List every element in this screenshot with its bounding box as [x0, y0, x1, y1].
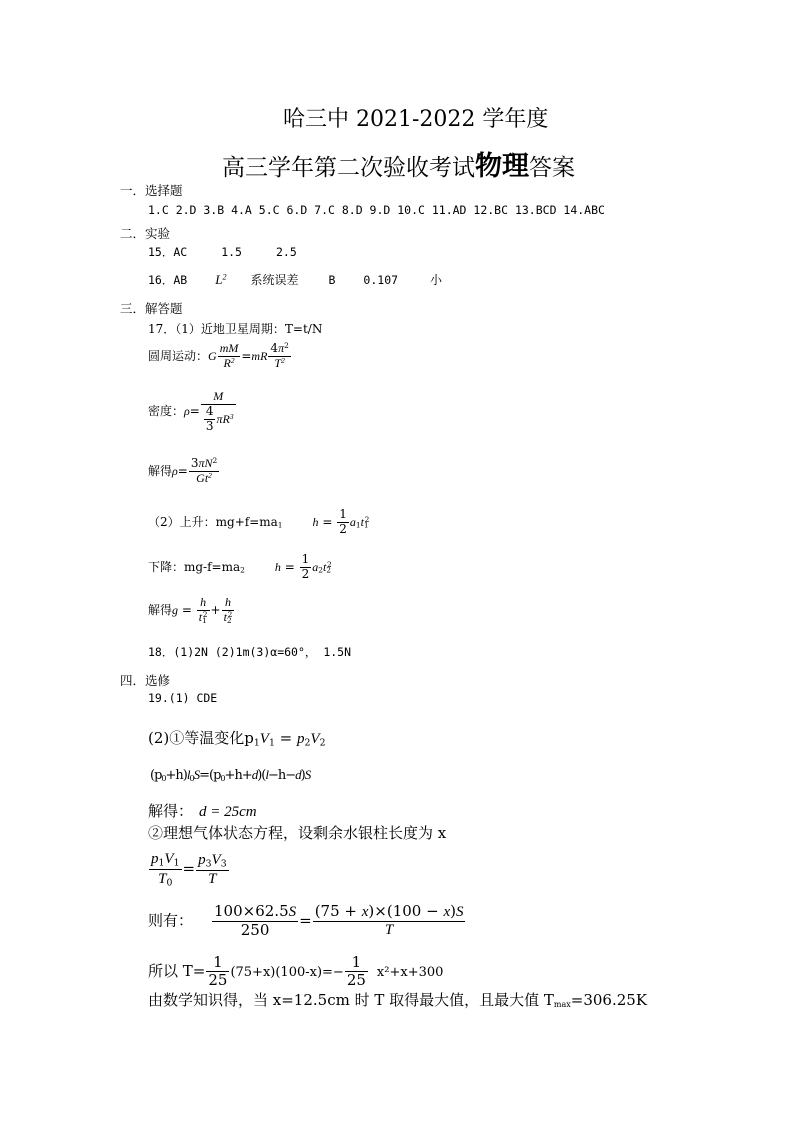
g-result: 解得g = $\frac{h}{t_1^2}$ + $\frac{h}{t_2^2}$	[148, 595, 233, 625]
q17-part1: 17．（1）近地卫星周期：T=t/N	[148, 322, 323, 336]
q19-part1: 19.(1) CDE	[148, 691, 218, 705]
title-part-c: 答案	[529, 155, 575, 181]
choice-answers: 1.C 2.D 3.B 4.A 5.C 6.D 7.C 8.D 9.D 10.C 11.AD 12.BC 13.BCD 14.ABC	[148, 203, 605, 217]
section-3-heading: 三．解答题	[120, 301, 183, 316]
t-expression: 所以 T= $\frac{1}{25}$ (75+x)(100-x)=− $\frac{1}{25}$ x²+x+300	[148, 953, 444, 990]
pressure-length-equation: $(p_0+h)l_0S=(p_0+h+d)(l-h-d)S$	[150, 767, 311, 783]
density-result: 解得ρ= $\frac{3\pi N^2}{Gt^2}$	[148, 456, 218, 485]
ideal-gas-step: ②理想气体状态方程，设剩余水银柱长度为 x	[148, 824, 447, 842]
density-equation: 密度：ρ= M $\frac{4}{3}$ $\pi R^3$	[148, 389, 234, 433]
title-line-2	[222, 144, 575, 183]
ideal-gas-equation: $\frac{p_1V_1}{T_0}$ = $\frac{p_3V_3}{T}$	[151, 851, 227, 889]
q17-part2-down: 下降：$mg-f=ma_2$ h = $\frac{1}{2}$ $a_2t_2^2$	[148, 552, 332, 581]
d-solution: 解得： d = 25cm	[148, 802, 257, 820]
title-part-a: 高三学年第二次验收考试	[222, 155, 475, 181]
q17-part2-up: （2）上升：$mg+f=ma_1$ h = $\frac{1}{2}$ $a_1t_1^2$	[148, 507, 370, 536]
then-equation: 则有： $\frac{100\times 62.5S}{250}$ = $\frac{(75 + x)\times(100 - x)S}{T}$	[148, 902, 464, 940]
l-squared: $L^2$	[215, 272, 227, 287]
section-4-heading: 四．选修	[120, 673, 171, 688]
conclusion: 由数学知识得，当 x=12.5cm 时 T 取得最大值，且最大值 $T_{max}=306.25K$	[148, 991, 648, 1009]
section-1-heading: 一．选择题	[120, 183, 183, 198]
q15-answer: 15．AC 1.5 2.5	[148, 245, 297, 259]
q16-answer: 16．AB $L^2$ 系统误差 B 0.107 小	[148, 272, 443, 287]
title-line-1: 哈三中 2021-2022 学年度	[283, 107, 549, 132]
circular-motion-equation: 圆周运动：G $\frac{mM}{R^2}$ =mR $\frac{4\pi^2}{T^2}$	[148, 341, 289, 370]
isothermal-equation: (2)①等温变化$p_1V_1 = p_2V_2$	[148, 729, 326, 749]
q18-answer: 18．(1)2N (2)1m(3)α=60°， 1.5N	[148, 645, 352, 659]
title-part-subject: 物理	[475, 151, 529, 182]
section-2-heading: 二．实验	[120, 226, 171, 241]
